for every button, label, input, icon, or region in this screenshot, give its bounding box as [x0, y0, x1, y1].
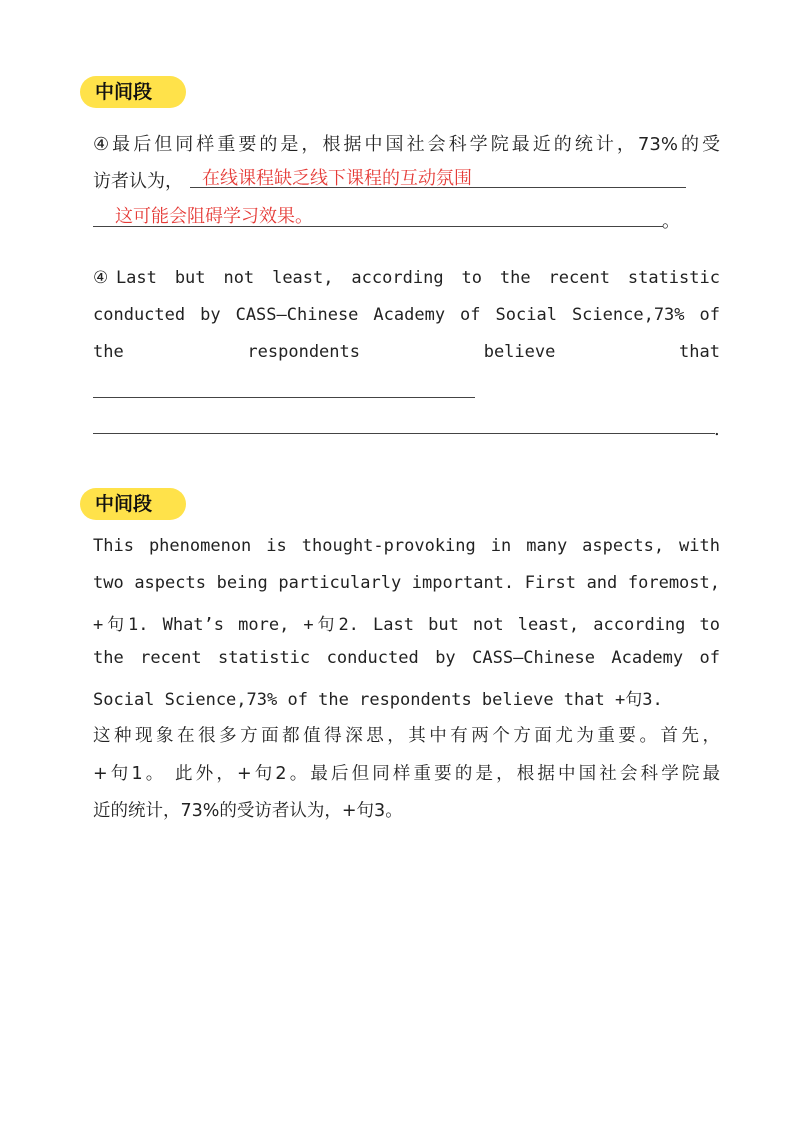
chinese-prompt-line: ④最后但同样重要的是，根据中国社会科学院最近的统计，73%的受 — [93, 134, 720, 155]
chinese-paragraph-line: +句1。 此外，+句2。最后但同样重要的是，根据中国社会科学院最 — [93, 764, 720, 784]
english-prompt-line: ④Last but not least, according to the recent statistic — [93, 268, 720, 288]
answer-underline — [93, 226, 663, 227]
chinese-paragraph-line: 这种现象在很多方面都值得深思，其中有两个方面尤为重要。首先， — [93, 726, 720, 746]
english-prompt-line: conducted by CASS—Chinese Academy of Social Science,73% of — [93, 305, 720, 325]
chinese-prompt-line: 访者认为， — [93, 171, 183, 192]
answer-text: 这可能会阻碍学习效果。 — [115, 206, 313, 227]
english-paragraph-line: the recent statistic conducted by CASS—Chinese Academy of — [93, 648, 720, 668]
english-paragraph-line: This phenomenon is thought-provoking in many aspects, with — [93, 536, 720, 556]
english-paragraph-line: +句1. What’s more, +句2. Last but not least, according to — [93, 615, 720, 635]
end-punctuation: 。 — [662, 211, 680, 232]
answer-underline — [93, 397, 475, 398]
section-tag: 中间段 — [80, 488, 186, 520]
english-prompt-line: the respondents believe that — [93, 342, 720, 362]
english-paragraph-line: two aspects being particularly important. First and foremost, — [93, 573, 720, 593]
answer-underline — [190, 187, 686, 188]
section-tag: 中间段 — [80, 76, 186, 108]
english-paragraph-line: Social Science,73% of the respondents believe that +句3. — [93, 690, 663, 710]
chinese-paragraph-line: 近的统计，73%的受访者认为，+句3。 — [93, 801, 403, 821]
end-punctuation: . — [714, 419, 720, 440]
answer-text: 在线课程缺乏线下课程的互动氛围 — [202, 168, 472, 189]
answer-underline — [93, 433, 715, 434]
